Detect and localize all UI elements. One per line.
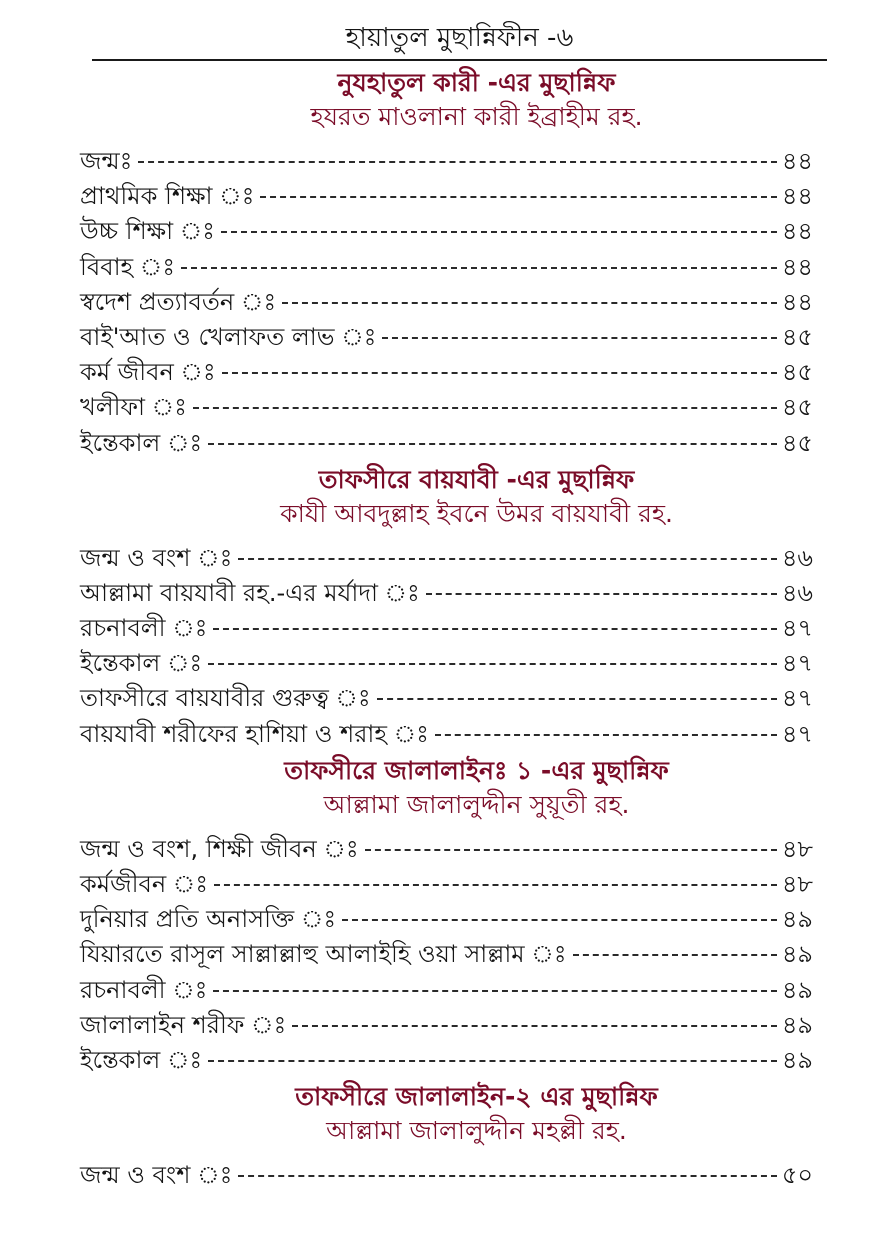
toc-section — [80, 463, 813, 752]
dot-leader — [222, 372, 777, 374]
toc-entry[interactable] — [80, 285, 813, 320]
dot-leader — [208, 663, 777, 665]
toc-entry[interactable] — [80, 144, 813, 179]
entry-label: বিবাহ ঃ — [80, 252, 176, 281]
page-number: ৪৯ — [781, 940, 813, 969]
section-author: আল্লামা জালালুদ্দীন মহল্লী রহ. — [326, 1116, 627, 1146]
book-title: হায়াতুল মুছান্নিফীন -৬ — [345, 23, 574, 53]
toc-entry[interactable] — [80, 320, 813, 355]
entry-label: প্রাথমিক শিক্ষা ঃ — [80, 182, 255, 211]
entry-label: দুনিয়ার প্রতি অনাসক্তি ঃ — [80, 905, 337, 934]
toc-entry[interactable] — [80, 937, 813, 972]
dot-leader — [193, 407, 777, 409]
dot-leader — [382, 337, 777, 339]
dot-leader — [238, 558, 777, 560]
page-number: ৪৭ — [781, 719, 813, 748]
page-number: ৪৯ — [781, 975, 813, 1004]
toc-entry[interactable] — [80, 646, 813, 681]
toc-entry[interactable] — [80, 973, 813, 1008]
page-number: ৪৮ — [781, 834, 813, 863]
entry-label: স্বদেশ প্রত্যাবর্তন ঃ — [80, 287, 277, 316]
page-number: ৪৫ — [781, 322, 813, 351]
entry-label: ইন্তেকাল ঃ — [80, 428, 203, 457]
page-number: ৪৯ — [781, 1010, 813, 1039]
entry-label: জন্মঃ — [80, 147, 133, 175]
page-number: ৪৭ — [781, 649, 813, 678]
section-heading: তাফসীরে জালালাইন-২ এর মুছান্নিফ — [295, 1082, 658, 1112]
entry-label: রচনাবলী ঃ — [80, 614, 208, 643]
entry-label: কর্ম জীবন ঃ — [80, 358, 216, 387]
page-number: ৫০ — [781, 1161, 813, 1190]
toc-entry[interactable] — [80, 681, 813, 716]
toc-entry[interactable] — [80, 355, 813, 390]
dot-leader — [213, 990, 777, 992]
table-of-contents — [80, 66, 813, 1193]
toc-entry[interactable] — [80, 1008, 813, 1043]
page-number: ৪৯ — [781, 1045, 813, 1074]
page-number: ৪৬ — [781, 578, 813, 607]
toc-entry[interactable] — [80, 867, 813, 902]
toc-entry[interactable] — [80, 1043, 813, 1078]
page-number: ৪৫ — [781, 428, 813, 457]
page-number: ৪৪ — [781, 252, 813, 281]
dot-leader — [426, 593, 777, 595]
page-number: ৪৯ — [781, 905, 813, 934]
dot-leader — [573, 954, 777, 956]
section-heading: তাফসীরে জালালাইনঃ ১ -এর মুছান্নিফ — [284, 755, 669, 785]
dot-leader — [260, 196, 777, 198]
dot-leader — [138, 161, 777, 163]
toc-entry[interactable] — [80, 832, 813, 867]
toc-entry[interactable] — [80, 611, 813, 646]
toc-entry[interactable] — [80, 576, 813, 611]
toc-entry[interactable] — [80, 717, 813, 752]
entry-label: আল্লামা বায়যাবী রহ.-এর মর্যাদা ঃ — [80, 578, 420, 607]
dot-leader — [292, 1025, 777, 1027]
toc-section — [80, 754, 813, 1078]
dot-leader — [208, 443, 777, 445]
entry-label: জন্ম ও বংশ, শিক্ষী জীবন ঃ — [80, 834, 359, 863]
toc-section — [80, 66, 813, 461]
entry-label: তাফসীরে বায়যাবীর গুরুত্ব ঃ — [80, 684, 371, 713]
dot-leader — [238, 1175, 777, 1177]
dot-leader — [365, 849, 777, 851]
page-number: ৪৪ — [781, 287, 813, 316]
entry-label: কর্মজীবন ঃ — [80, 870, 209, 898]
page-number: ৪৬ — [781, 543, 813, 572]
dot-leader — [208, 1060, 777, 1062]
toc-entry[interactable] — [80, 179, 813, 214]
page-number: ৪৮ — [781, 870, 813, 898]
dot-leader — [282, 302, 777, 304]
entry-label: যিয়ারতে রাসূল সাল্লাল্লাহু আলাইহি ওয়া সাল্লাম ঃ — [80, 940, 567, 969]
section-heading: তাফসীরে বায়যাবী -এর মুছান্নিফ — [318, 464, 635, 494]
entry-label: উচ্চ শিক্ষা ঃ — [80, 217, 215, 246]
entry-label: জন্ম ও বংশ ঃ — [80, 543, 233, 572]
running-header — [90, 20, 829, 56]
section-heading: নুযহাতুল কারী -এর মুছান্নিফ — [337, 68, 616, 97]
dot-leader — [213, 628, 777, 630]
page-number: ৪৭ — [781, 614, 813, 643]
dot-leader — [377, 698, 777, 700]
entry-label: বায়যাবী শরীফের হাশিয়া ও শরাহ ঃ — [80, 719, 429, 748]
dot-leader — [342, 919, 777, 921]
section-author: কাযী আবদুল্লাহ ইবনে উমর বায়যাবী রহ. — [280, 498, 673, 528]
section-author: আল্লামা জালালুদ্দীন সুয়ূতী রহ. — [323, 789, 630, 819]
toc-entry[interactable] — [80, 541, 813, 576]
header-rule — [92, 59, 827, 61]
page-number: ৪৪ — [781, 182, 813, 211]
dot-leader — [221, 231, 777, 233]
entry-label: জন্ম ও বংশ ঃ — [80, 1161, 233, 1190]
toc-entry[interactable] — [80, 250, 813, 285]
toc-entry[interactable] — [80, 214, 813, 249]
toc-entry[interactable] — [80, 1158, 813, 1193]
toc-entry[interactable] — [80, 426, 813, 461]
page-number: ৪৫ — [781, 358, 813, 387]
dot-leader — [214, 884, 777, 886]
toc-section — [80, 1080, 813, 1193]
toc-entry[interactable] — [80, 390, 813, 425]
section-author: হযরত মাওলানা কারী ইব্রাহীম রহ. — [310, 102, 643, 131]
entry-label: বাই'আত ও খেলাফত লাভ ঃ — [80, 322, 377, 351]
dot-leader — [435, 734, 777, 736]
entry-label: ইন্তেকাল ঃ — [80, 1045, 203, 1074]
page-number: ৪৫ — [781, 393, 813, 422]
dot-leader — [181, 267, 777, 269]
page-number: ৪৪ — [781, 217, 813, 246]
page-number: ৪৪ — [781, 147, 813, 175]
entry-label: খলীফা ঃ — [80, 393, 187, 422]
entry-label: ইন্তেকাল ঃ — [80, 649, 203, 678]
toc-entry[interactable] — [80, 902, 813, 937]
entry-label: রচনাবলী ঃ — [80, 975, 208, 1004]
page-number: ৪৭ — [781, 684, 813, 713]
entry-label: জালালাইন শরীফ ঃ — [80, 1010, 287, 1039]
